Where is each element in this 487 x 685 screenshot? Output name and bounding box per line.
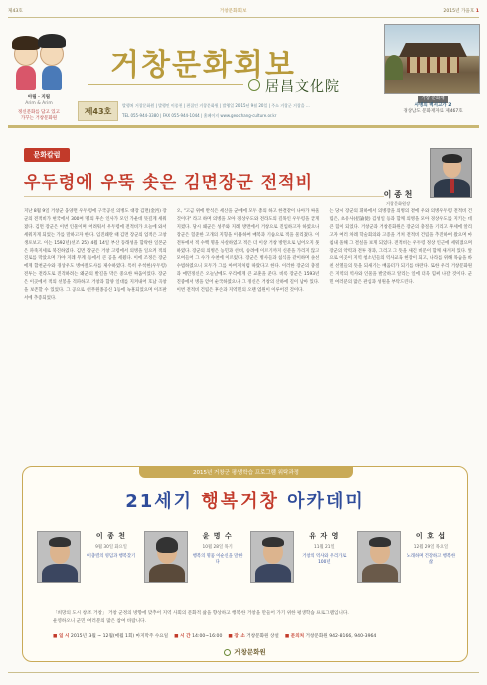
article-headline: 우두령에 우뚝 솟은 김면장군 전적비 bbox=[24, 173, 314, 193]
speaker-card bbox=[250, 527, 348, 605]
bottom-rule bbox=[8, 672, 479, 673]
academy-footer: 거창문화원 bbox=[23, 647, 467, 656]
speaker-date: 10월 28일 목기 bbox=[202, 545, 233, 550]
speaker-topic: 이충렬의 영덤과 행복찾기 bbox=[86, 554, 136, 559]
speaker-name: 이 종 천 bbox=[95, 532, 127, 540]
masthead-hanja: 居昌文化院 bbox=[265, 79, 340, 95]
article-column-1: 지난 8월 9일 거창군 웅양면 우두령에 구국공신 의병도 대장 김면(金沔) 장군의 전적비가 현국에서 300여 명의 후손 인사가 모인 가운데 뜻깊게 세워졌다. 김면 장군은 이번 인물이며 어려워서 우두령에 전적비가 오늘에 와서 세워지게 되었는 가를 말하고자 한다. 임진왜란 때 김면 장군의 업적은 고창 생포보고. 이는 1592년(선조 25) 4월 14일 부산 동래성을 함락한 일본군은 파죽지세로 북진하였다. 김면 장군은 거창 고령에서 의병을 일으켜 적의 진로를 막았으며 가야 지례 무계 등에서 큰 공을 세웠다. 이에 조정은 장군에게 합천군수와 경상우도 병마절도사를 제수하였다. 특히 우척현(우두령) 전투는 전라도로 진격하려는 왜군의 발길을 막은 중요한 싸움이었다. 장군은 이곳에서 적의 선봉을 격파하고 거창과 함양 일대를 지켜내어 호남 곡창을 보존할 수 있었다. 그 공으로 선무원종공신 1등에 녹훈되었으며 이조판서에 추증되었다. bbox=[24, 209, 167, 301]
author-portrait bbox=[430, 148, 472, 198]
speaker-list bbox=[37, 527, 455, 605]
issue-box: 제43호 bbox=[78, 101, 118, 121]
column-tag: 문화칼럼 bbox=[24, 148, 70, 162]
article-column-3: 는 당시 장군의 휘하에서 의병장을 의병의 곁에 우와 의병우두령 전적비 건립은, 초유사(招諭使) 김성일 등과 함께 의병을 모아 경상우도를 지키는 데 큰 힘이 되었다. 거창군과 거창문화원은 장군의 충절을 기리고 후세에 알리고자 여러 차례 학술회의와 고증을 거쳐 전적비 건립을 추진하여 왔으며 마침내 올해 그 결실을 보게 되었다. 전적비는 우두령 정상 인근에 세워졌으며 장군의 약력과 전투 경과, 그리고 그 뜻을 새긴 비문이 함께 새겨져 있다. 앞으로 이곳이 지역 청소년들의 역사교육 현장이 되고, 나라를 위해 목숨을 바친 선열들의 뜻을 되새기는 배움터가 되기를 바란다. 또한 우리 거창문화원은 지역의 역사와 인물을 발굴하고 알리는 일에 더욱 힘써 나갈 것이다. 군민 여러분의 많은 관심과 성원을 부탁드린다. bbox=[329, 209, 473, 286]
culture-center-logo-icon bbox=[248, 79, 260, 91]
mascot-caption: 아림 · 지림 Arim & Arim 정신문화를 담고 있고 가꾸는 거창문화원 bbox=[18, 95, 60, 121]
academy-title: 21세기 행복거창 아카데미 bbox=[125, 491, 365, 512]
speaker-name: 유 자 영 bbox=[309, 532, 340, 540]
speaker-photo bbox=[144, 531, 188, 583]
speaker-topic: 행복의 명품 이순신을 말한다 bbox=[192, 554, 243, 565]
article-column-2: 오, "고금 위에 반석은 세산을 군에에 모두 총의 하고 한결같이 나아가 싸울 것이다" 라고 하며 의병을 모아 경상우도와 전라도의 길목인 우두령을 굳게 지켰다. 당시 왜군은 성주와 지례 방면에서 거창으로 진입하고자 하였으나 장군은 험준한 고개의 지형을 이용하여 매복과 기습으로 적을 물리쳤다. 이 전투에서 적 수백 명을 사살하였고 적은 더 이상 거창 방면으로 넘어오지 못하였다. 장군의 의병은 농민과 선비, 승려에 이르기까지 신분을 가리지 않고 모여들어 그 수가 수천에 이르렀다. 장군은 병사들과 침식을 같이하며 솔선수범하였으니 모두가 그를 아버지처럼 따랐다고 한다. 이러한 장군의 충절과 애민정신은 오늘날에도 우리에게 큰 교훈을 준다. 비록 장군은 1593년 진중에서 병을 얻어 순국하였으나 그 정신은 거창의 산하에 길이 남아 있다. 이번 전적비 건립은 후손과 지역민의 오랜 염원이 이루어진 것이다. bbox=[176, 209, 320, 294]
speaker-date: 12월 29일 목요일 bbox=[413, 545, 449, 550]
speaker-photo bbox=[37, 531, 81, 583]
heritage-photo bbox=[384, 24, 480, 94]
heritage-photo-caption: 거창 문화재 사병의 벽서고가 2 경상남도 문화재자료 제467호 bbox=[403, 96, 463, 114]
article-body bbox=[24, 208, 472, 463]
header-rule bbox=[8, 125, 479, 128]
speaker-card bbox=[144, 527, 242, 605]
masthead-title: 거창문화회보 bbox=[110, 48, 296, 83]
speaker-card bbox=[37, 527, 135, 605]
issue-date: 2015년 가을호 1 bbox=[443, 9, 479, 14]
culture-center-logo-icon bbox=[224, 649, 231, 656]
author-byline: 이 종 천 거창문화원장 bbox=[383, 190, 413, 206]
academy-details: ■ 일 시 2015년 3월 ~ 12월(매월 1회) 마지막주 수요일 ■ 시 간 14:00~16:00 ■ 장 소 거창문화원 상설 ■ 문의처 거창문화원 942-8166, 940-3964 bbox=[53, 634, 377, 639]
speaker-name: 윤 명 수 bbox=[202, 532, 233, 540]
academy-box bbox=[22, 466, 468, 662]
masthead-rule bbox=[88, 84, 243, 85]
speaker-topic: 노래하며 건강하고 행복한 삶 bbox=[406, 554, 456, 565]
top-rule bbox=[8, 17, 479, 18]
academy-ribbon: 2015년 거창군 평생학습 프로그램 위탁과정 bbox=[139, 466, 353, 478]
speaker-photo bbox=[357, 531, 401, 583]
headline-rule bbox=[24, 196, 384, 197]
top-strip bbox=[8, 6, 479, 16]
speaker-name: 이 호 섭 bbox=[415, 532, 447, 540]
speaker-date: 9월 30일 화요일 bbox=[95, 545, 127, 550]
speaker-date: 11월 21일 bbox=[314, 545, 335, 550]
speaker-card bbox=[357, 527, 455, 605]
issue-number: 제43호 bbox=[8, 9, 23, 14]
speaker-photo bbox=[250, 531, 294, 583]
masthead bbox=[80, 40, 380, 95]
publication-name: 거창문화회보 bbox=[219, 9, 247, 14]
academy-description: 「희망의 도시 창조 거창」 거창 군정의 방향에 맞추어 지역 사회의 문화적 삶을 향상하고 행복한 거창을 만들어 가기 위한 평생학습 프로그램입니다. 운영하오니 군민 여러분의 많은 참여 바랍니다. bbox=[53, 611, 349, 624]
speaker-topic: 거창의 역사와 우리가로 100년 bbox=[302, 554, 347, 565]
publisher-info: 발행처 거창문화원 | 발행인 이종천 | 편집인 거창문화원 | 발행일 2015년 9월 20일 | 주소 거창군 거창읍 ... TEL 055-944-3380 | FAX 055-944-1044 | 홈페이지 www.geochang-culture.or.kr bbox=[122, 103, 310, 118]
mascot-icon bbox=[10, 24, 68, 94]
